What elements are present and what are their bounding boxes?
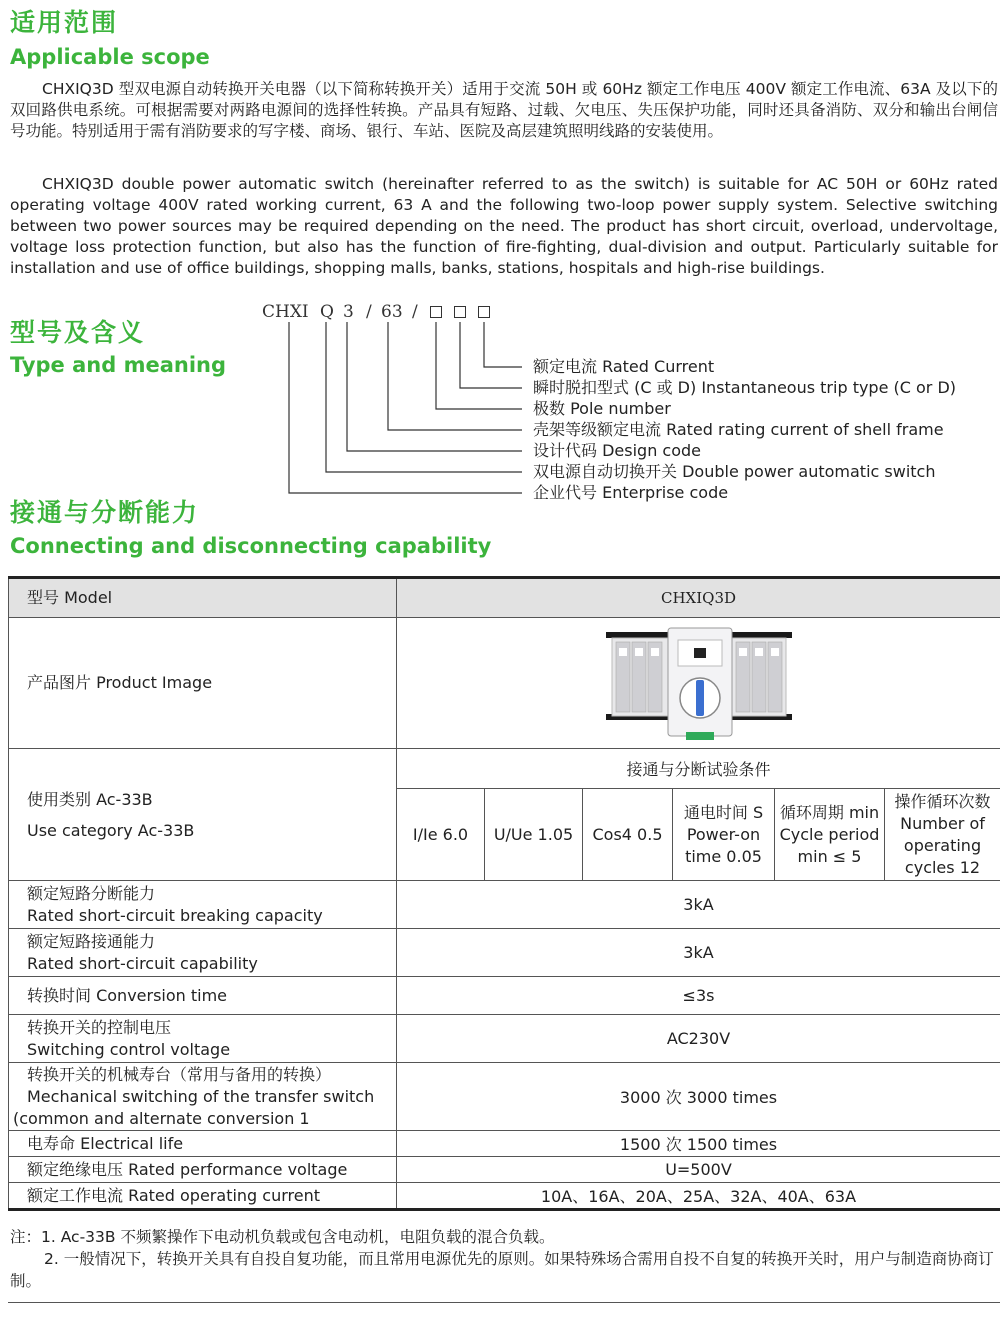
line-shell-frame — [388, 322, 522, 430]
power-on-en: Power-on — [686, 824, 761, 844]
control-voltage-value: AC230V — [397, 1015, 1000, 1063]
notes — [10, 1226, 995, 1292]
making-capacity-en: Rated short-circuit capability — [27, 953, 258, 973]
cycle-en: Cycle period — [779, 824, 880, 844]
note-1: 1. Ac-33B 不频繁操作下电动机负载或包含电动机，电阻负载的混合负载。 — [41, 1228, 555, 1246]
mechanical-life-en-2: (common and alternate conversion 1 — [13, 1108, 310, 1128]
control-voltage-en: Switching control voltage — [27, 1039, 231, 1059]
conversion-time-label: 转换时间 Conversion time — [9, 977, 397, 1015]
line-trip-type — [460, 322, 522, 388]
line-double-power — [326, 322, 522, 472]
making-capacity-label — [9, 929, 397, 977]
meaning-shell-frame: 壳架等级额定电流 Rated rating current of shell frame — [533, 420, 944, 439]
code-sixty-three: 63 — [381, 302, 403, 322]
product-image-label: 产品图片 Product Image — [9, 618, 397, 749]
scope-text-en: CHXIQ3D double power automatic switch (hereinafter referred to as the switch) is suitable for AC 50H or 60Hz rated operating voltage 400V rated working current, 63 A and the following two-loop power supply system. Selective switching between two power sources may be required depending on the need. The product has short circuit, overload, undervoltage, voltage loss protection function, but also has the function of fire-fighting, dual-division and output. Particularly suitable for installation and use of office buildings, shopping malls, banks, stations, hospitals and high-rise buildings. — [10, 175, 998, 277]
use-category-cn: 使用类别 Ac-33B — [27, 789, 153, 809]
meaning-pole-number: 极数 Pole number — [533, 399, 671, 418]
table-row — [9, 578, 1000, 618]
table-row — [9, 1063, 1000, 1131]
electrical-life-value: 1500 次 1500 times — [397, 1131, 1000, 1157]
line-rated-current — [484, 322, 522, 367]
table-row — [9, 749, 1000, 789]
line-enterprise-code — [289, 322, 522, 493]
mechanical-life-label — [9, 1063, 397, 1131]
condition-operating-cycles — [885, 789, 1000, 881]
code-prefix: CHXI — [262, 302, 309, 322]
capability-title-en: Connecting and disconnecting capability — [10, 534, 492, 558]
table-row — [9, 1157, 1000, 1183]
making-capacity-cn: 额定短路接通能力 — [27, 931, 156, 951]
model-label: 型号 Model — [9, 578, 397, 618]
scope-text-cn: CHXIQ3D 型双电源自动转换开关电器（以下简称转换开关）适用于交流 50H 或 60Hz 额定工作电压 400V 额定工作电流、63A 及以下的双回路供电系统。可根据需要对两路电源间的选择性转换。产品具有短路、过载、欠电压、失压保护功能，同时还具备消防、双分和输出台闸信号功能。特别适用于需有消防要求的写字楼、商场、银行、车站、医院及高层建筑照明线路的安装使用。 — [10, 80, 998, 140]
line-pole-number — [436, 322, 522, 409]
breaking-capacity-cn: 额定短路分断能力 — [27, 883, 156, 903]
type-meaning-connector-lines — [0, 0, 1000, 520]
ops-cn: 操作循环次数 — [894, 791, 991, 811]
meaning-trip-type: 瞬时脱扣型式 (C 或 D) Instantaneous trip type (C or D) — [533, 378, 957, 397]
code-slash-1: / — [366, 302, 372, 322]
condition-ie: I/Ie 6.0 — [397, 789, 485, 881]
making-capacity-value: 3kA — [397, 929, 1000, 977]
type-meaning-title-en: Type and meaning — [10, 353, 226, 377]
insulation-voltage-label: 额定绝缘电压 Rated performance voltage — [9, 1157, 397, 1183]
operating-current-label: 额定工作电流 Rated operating current — [9, 1183, 397, 1210]
test-conditions-header: 接通与分断试验条件 — [397, 749, 1000, 789]
meaning-double-power: 双电源自动切换开关 Double power automatic switch — [533, 462, 936, 481]
mechanical-life-value: 3000 次 3000 times — [397, 1063, 1000, 1131]
condition-ue: U/Ue 1.05 — [485, 789, 583, 881]
code-q: Q — [320, 302, 334, 322]
capability-title-cn: 接通与分断能力 — [10, 498, 200, 527]
table-row — [9, 1131, 1000, 1157]
conversion-time-value: ≤3s — [397, 977, 1000, 1015]
applicable-scope-title-cn: 适用范围 — [10, 8, 119, 37]
condition-power-on — [673, 789, 775, 881]
note-1-line — [10, 1226, 995, 1248]
applicable-scope-title-en: Applicable scope — [10, 45, 210, 69]
use-category-cell — [9, 749, 397, 881]
ops-en-1: Number of — [900, 813, 985, 833]
breaking-capacity-en: Rated short-circuit breaking capacity — [27, 905, 323, 925]
code-three: 3 — [343, 302, 354, 322]
notes-prefix: 注： — [10, 1228, 42, 1246]
model-value: CHXIQ3D — [397, 578, 1000, 618]
table-row — [9, 1183, 1000, 1210]
bottom-rule — [8, 1302, 1000, 1303]
line-design-code — [347, 322, 522, 451]
mechanical-life-en: Mechanical switching of the transfer switch — [27, 1086, 375, 1106]
table-row — [9, 929, 1000, 977]
cycle-value: min ≤ 5 — [797, 846, 862, 866]
control-voltage-cn: 转换开关的控制电压 — [27, 1017, 172, 1037]
breaking-capacity-label — [9, 881, 397, 929]
table-row — [9, 1015, 1000, 1063]
use-category-en: Use category Ac-33B — [27, 820, 195, 840]
power-on-cn: 通电时间 S — [683, 802, 764, 822]
operating-current-value: 10A、16A、20A、25A、32A、40A、63A — [397, 1183, 1000, 1210]
insulation-voltage-value: U=500V — [397, 1157, 1000, 1183]
breaking-capacity-value: 3kA — [397, 881, 1000, 929]
table-row — [9, 977, 1000, 1015]
electrical-life-label: 电寿命 Electrical life — [9, 1131, 397, 1157]
mechanical-life-cn: 转换开关的机械寿台（常用与备用的转换） — [27, 1064, 332, 1084]
condition-cos: Cos4 0.5 — [583, 789, 673, 881]
power-on-value: time 0.05 — [685, 846, 762, 866]
code-slash-2: / — [412, 302, 418, 322]
ops-value: cycles 12 — [904, 857, 981, 877]
specification-table — [8, 576, 1000, 1211]
note-2: 2. 一般情况下，转换开关具有自投自复功能，而且常用电源优先的原则。如果特殊场合需用自投不自复的转换开关时，用户与制造商协商订制。 — [10, 1250, 994, 1290]
cycle-cn: 循环周期 min — [779, 802, 880, 822]
table-row — [9, 881, 1000, 929]
meaning-rated-current: 额定电流 Rated Current — [533, 357, 715, 376]
table-row — [9, 618, 1000, 749]
product-image — [604, 620, 794, 746]
meaning-enterprise-code: 企业代号 Enterprise code — [533, 483, 729, 502]
ops-en-2: operating — [903, 835, 982, 855]
meaning-design-code: 设计代码 Design code — [533, 441, 702, 460]
control-voltage-label — [9, 1015, 397, 1063]
type-meaning-title-cn: 型号及含义 — [10, 318, 146, 347]
product-image-cell — [397, 618, 1000, 749]
condition-cycle — [775, 789, 885, 881]
